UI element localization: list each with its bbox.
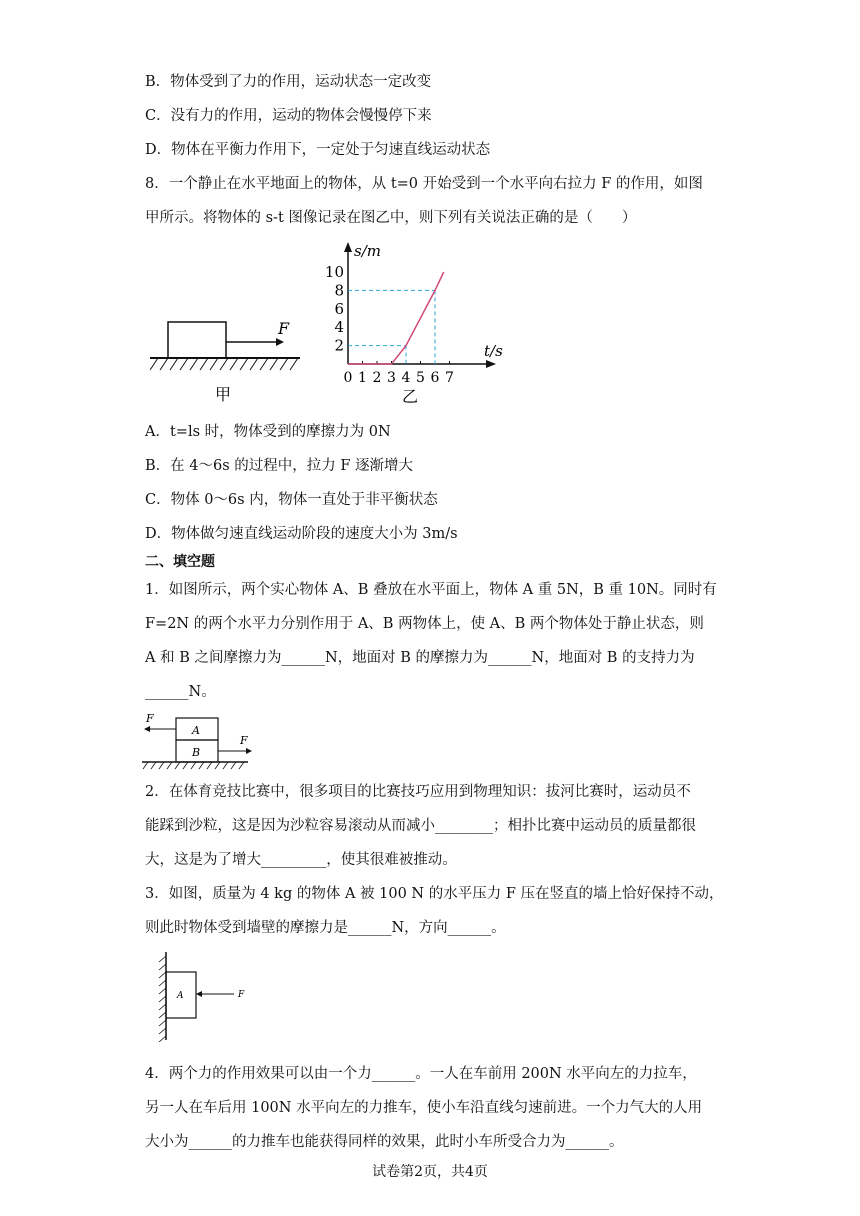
option-8b: B．在 4～6s 的过程中，拉力 F 逐渐增大 — [145, 458, 414, 474]
question-8-line1: 8．一个静止在水平地面上的物体，从 t=0 开始受到一个水平向右拉力 F 的作用，如图 — [145, 176, 703, 192]
arrow-head — [144, 726, 150, 732]
y-axis-label: s/m — [354, 242, 381, 260]
fill-2-line3: 大，这是为了增大_________，使其很难被推动。 — [145, 852, 457, 868]
force-bottom-label: F — [240, 734, 248, 747]
fill-1-line2: F=2N 的两个水平力分别作用于 A、B 两物体上，使 A、B 两个物体处于静止状态，则 — [145, 616, 704, 632]
arrow-head — [276, 338, 284, 346]
fill-3-line1: 3．如图，质量为 4 kg 的物体 A 被 100 N 的水平压力 F 压在竖直的墙上恰好保持不动， — [145, 886, 724, 902]
force-label: F — [278, 319, 290, 338]
fill-1-line3: A 和 B 之间摩擦力为______N，地面对 B 的摩擦力为______N，地面对 B 的支持力为 — [145, 650, 695, 666]
figure-caption: 甲 — [215, 385, 232, 404]
option-8c-prev: C．没有力的作用，运动的物体会慢慢停下来 — [145, 108, 432, 124]
fill-4-line2: 另一人在车后用 100N 水平向左的力推车，使小车沿直线匀速前进。一个力气大的人用 — [145, 1100, 703, 1116]
x-axis-label: t/s — [484, 342, 503, 360]
option-8d-prev: D．物体在平衡力作用下，一定处于匀速直线运动状态 — [145, 142, 491, 158]
x-tick-label: 1 — [358, 370, 367, 386]
option-8c: C．物体 0～6s 内，物体一直处于非平衡状态 — [145, 492, 438, 508]
fill-2-line1: 2．在体育竞技比赛中，很多项目的比赛技巧应用到物理知识：拔河比赛时，运动员不 — [145, 784, 691, 800]
page-footer: 试卷第2页，共4页 — [372, 1164, 488, 1180]
option-8a: A．t=ls 时，物体受到的摩擦力为 0N — [145, 424, 391, 440]
section-heading: 二、填空题 — [145, 554, 215, 570]
x-tick-label: 6 — [430, 370, 440, 386]
x-tick-label: 0 — [343, 370, 353, 386]
figure-caption: 乙 — [402, 387, 419, 406]
x-tick-label: 3 — [387, 370, 396, 386]
block — [168, 322, 226, 358]
x-tick-label: 2 — [372, 370, 382, 386]
arrow-head — [246, 748, 252, 754]
figure-stacked-blocks — [142, 710, 257, 772]
question-8-line2: 甲所示。将物体的 s-t 图像记录在图乙中，则下列有关说法正确的是（ ） — [145, 210, 637, 226]
y-tick-label: 4 — [334, 318, 344, 337]
wall-hatch — [159, 956, 166, 1042]
fill-2-line2: 能踩到沙粒，这是因为沙粒容易滚动从而减小________；相扑比赛中运动员的质量都很 — [145, 818, 696, 834]
fill-3-line2: 则此时物体受到墙壁的摩擦力是______N，方向______。 — [145, 920, 506, 936]
y-axis-arrow — [344, 242, 352, 252]
label-b: B — [192, 746, 201, 759]
figure-jia — [150, 310, 310, 405]
x-tick-label: 4 — [401, 370, 411, 386]
fill-4-line1: 4．两个力的作用效果可以由一个力______。一人在车前用 200N 水平向左的力拉车， — [145, 1066, 697, 1082]
figure-wall — [150, 950, 260, 1042]
label-a: A — [192, 724, 200, 737]
figure-yi-st-graph — [318, 238, 508, 410]
y-tick-label: 10 — [324, 263, 344, 281]
option-8d: D．物体做匀速直线运动阶段的速度大小为 3m/s — [145, 526, 458, 542]
x-axis-arrow — [486, 360, 496, 368]
x-tick-label: 5 — [416, 370, 425, 386]
y-tick-label: 2 — [334, 336, 344, 355]
fill-1-line4: ______N。 — [145, 684, 216, 700]
x-tick-label: 7 — [445, 370, 454, 386]
option-8b-prev: B．物体受到了力的作用，运动状态一定改变 — [145, 74, 432, 90]
force-label: F — [238, 990, 245, 1000]
ground-hatch — [150, 358, 298, 370]
ground-hatch — [143, 762, 244, 769]
arrow-head — [196, 991, 202, 997]
force-top-label: F — [146, 712, 154, 725]
series-line — [348, 272, 444, 364]
y-tick-label: 6 — [334, 299, 344, 318]
label-a: A — [177, 991, 184, 1001]
fill-1-line1: 1．如图所示，两个实心物体 A、B 叠放在水平面上，物体 A 重 5N，B 重 10N。同时有 — [145, 582, 717, 598]
y-tick-label: 8 — [334, 281, 344, 300]
fill-4-line3: 大小为______的力推车也能获得同样的效果，此时小车所受合力为______。 — [145, 1134, 624, 1150]
